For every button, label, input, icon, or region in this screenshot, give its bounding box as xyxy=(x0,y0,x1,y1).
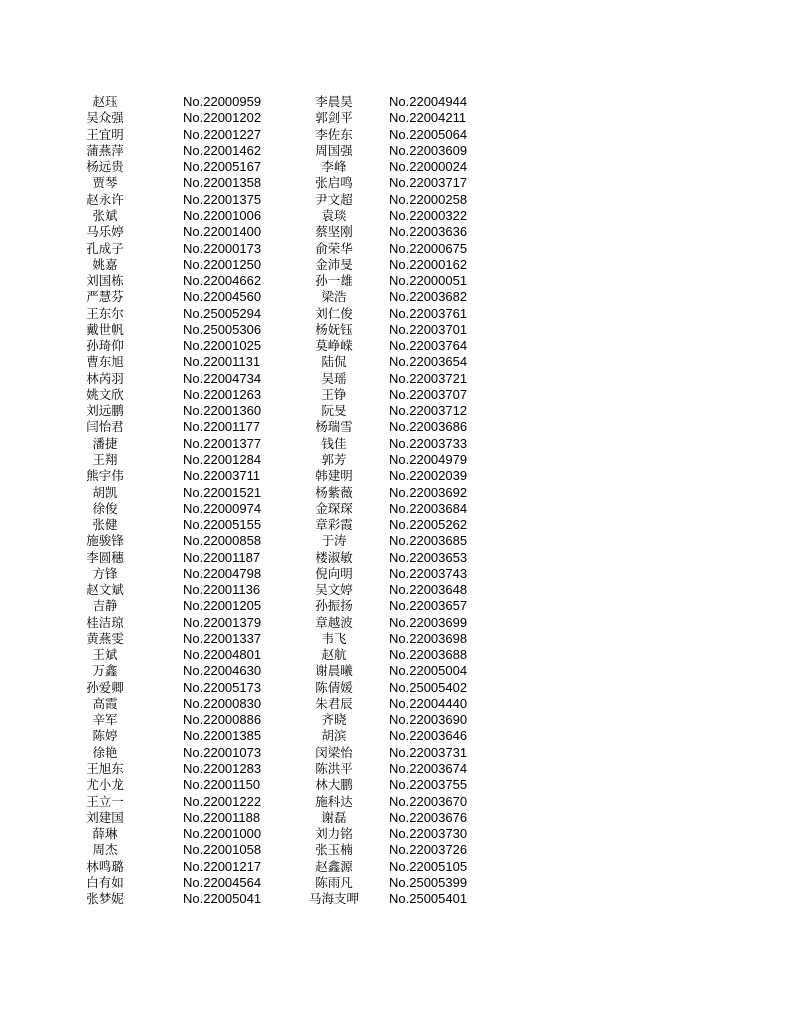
left-number: No.22001131 xyxy=(183,354,261,370)
left-number: No.22001177 xyxy=(183,419,261,435)
right-name: 赵航 xyxy=(321,647,347,663)
left-name: 吴众强 xyxy=(86,110,124,126)
list-row xyxy=(75,745,515,761)
right-number: No.22003688 xyxy=(389,647,468,663)
right-name: 刘力铭 xyxy=(315,826,353,842)
left-name: 林鸣璐 xyxy=(86,858,124,874)
list-row xyxy=(75,159,515,175)
right-name: 袁琰 xyxy=(321,207,347,223)
right-number: No.22003701 xyxy=(389,321,468,337)
list-row xyxy=(75,289,515,305)
list-row xyxy=(75,858,515,874)
right-number: No.25005401 xyxy=(389,891,468,907)
right-number: No.22000024 xyxy=(389,159,468,175)
list-row xyxy=(75,615,515,631)
left-name: 姚文欣 xyxy=(86,386,124,402)
right-number: No.22003707 xyxy=(389,386,468,402)
left-number: No.22005155 xyxy=(183,517,262,533)
right-name: 朱君辰 xyxy=(315,695,353,711)
list-row xyxy=(75,403,515,419)
left-number: No.22004801 xyxy=(183,647,262,663)
left-name: 周杰 xyxy=(92,842,118,858)
list-row xyxy=(75,387,515,403)
right-number: No.22003646 xyxy=(389,728,468,744)
left-name: 赵珏 xyxy=(92,94,118,110)
left-name: 徐艳 xyxy=(92,744,118,760)
left-number: No.25005294 xyxy=(183,305,262,321)
right-number: No.22003653 xyxy=(389,549,468,565)
list-row xyxy=(75,842,515,858)
right-number: No.22003674 xyxy=(389,761,468,777)
list-row xyxy=(75,305,515,321)
right-name: 刘仁俊 xyxy=(315,305,353,321)
right-name: 胡滨 xyxy=(321,728,347,744)
left-number: No.22004734 xyxy=(183,370,262,386)
right-number: No.22003717 xyxy=(389,175,468,191)
right-number: No.25005402 xyxy=(389,679,468,695)
right-name: 于涛 xyxy=(321,533,347,549)
left-number: No.22001222 xyxy=(183,793,262,809)
list-row xyxy=(75,891,515,907)
left-number: No.22001136 xyxy=(183,582,261,598)
right-name: 金琛琛 xyxy=(315,500,353,516)
left-number: No.22001227 xyxy=(183,126,262,142)
left-name: 李圆穗 xyxy=(86,549,124,565)
list-row xyxy=(75,598,515,614)
list-row xyxy=(75,371,515,387)
left-number: No.22001283 xyxy=(183,761,262,777)
list-row xyxy=(75,566,515,582)
left-name: 贾琴 xyxy=(92,175,118,191)
left-number: No.22001250 xyxy=(183,256,262,272)
list-row xyxy=(75,517,515,533)
left-name: 马乐婷 xyxy=(86,224,124,240)
left-name: 王立一 xyxy=(86,793,124,809)
right-number: No.22003670 xyxy=(389,793,468,809)
list-row xyxy=(75,419,515,435)
left-name: 王斌 xyxy=(92,647,118,663)
left-number: No.22000886 xyxy=(183,712,262,728)
left-number: No.22001360 xyxy=(183,403,262,419)
left-number: No.22003711 xyxy=(183,468,261,484)
right-name: 楼淑敏 xyxy=(315,549,353,565)
left-name: 王翔 xyxy=(92,451,118,467)
right-number: No.22005064 xyxy=(389,126,468,142)
left-number: No.22001202 xyxy=(183,110,262,126)
left-name: 白有如 xyxy=(86,874,124,890)
left-name: 桂洁琼 xyxy=(86,614,124,630)
left-number: No.22001263 xyxy=(183,386,262,402)
right-name: 陈雨凡 xyxy=(315,874,353,890)
name-number-list xyxy=(75,94,515,907)
left-name: 闫怡君 xyxy=(86,419,124,435)
right-name: 陈洪平 xyxy=(315,761,353,777)
left-number: No.22005041 xyxy=(183,891,262,907)
left-name: 高霞 xyxy=(92,695,118,711)
left-number: No.22004798 xyxy=(183,565,262,581)
list-row xyxy=(75,94,515,110)
left-number: No.22001462 xyxy=(183,142,262,158)
right-number: No.22004979 xyxy=(389,451,468,467)
left-name: 徐俊 xyxy=(92,500,118,516)
right-name: 韩建明 xyxy=(315,468,353,484)
list-row xyxy=(75,501,515,517)
left-name: 刘建国 xyxy=(86,809,124,825)
left-number: No.22000858 xyxy=(183,533,262,549)
right-number: No.22003684 xyxy=(389,500,468,516)
left-number: No.22000974 xyxy=(183,500,262,516)
list-row xyxy=(75,549,515,565)
left-number: No.22001400 xyxy=(183,224,262,240)
right-number: No.22003648 xyxy=(389,582,468,598)
left-number: No.22001385 xyxy=(183,728,262,744)
right-number: No.22000051 xyxy=(389,273,468,289)
right-number: No.22003685 xyxy=(389,533,468,549)
right-name: 周国强 xyxy=(315,142,353,158)
right-name: 陈倩媛 xyxy=(315,679,353,695)
right-name: 李晨昊 xyxy=(315,94,353,110)
left-name: 杨远贵 xyxy=(86,159,124,175)
right-name: 章越波 xyxy=(315,614,353,630)
left-number: No.22001377 xyxy=(183,435,262,451)
right-number: No.22003699 xyxy=(389,614,468,630)
left-number: No.22001073 xyxy=(183,744,262,760)
left-number: No.22005173 xyxy=(183,679,262,695)
left-number: No.22001284 xyxy=(183,451,262,467)
list-row xyxy=(75,240,515,256)
left-name: 王旭东 xyxy=(86,761,124,777)
left-name: 万鑫 xyxy=(92,663,118,679)
list-row xyxy=(75,712,515,728)
list-row xyxy=(75,436,515,452)
list-row xyxy=(75,192,515,208)
right-name: 钱佳 xyxy=(321,435,347,451)
list-row xyxy=(75,338,515,354)
right-number: No.22003712 xyxy=(389,403,468,419)
list-row xyxy=(75,127,515,143)
left-number: No.22001025 xyxy=(183,338,262,354)
right-number: No.25005399 xyxy=(389,874,468,890)
left-number: No.22001188 xyxy=(183,809,261,825)
right-name: 阮旻 xyxy=(321,403,347,419)
left-name: 严慧芬 xyxy=(86,289,124,305)
list-row xyxy=(75,777,515,793)
left-name: 孔成子 xyxy=(86,240,124,256)
right-name: 杨紫薇 xyxy=(315,484,353,500)
left-name: 黄燕雯 xyxy=(86,630,124,646)
list-row xyxy=(75,761,515,777)
right-number: No.22003743 xyxy=(389,565,468,581)
right-number: No.22003654 xyxy=(389,354,468,370)
right-number: No.22003731 xyxy=(389,744,468,760)
right-name: 莫峥嵘 xyxy=(315,338,353,354)
left-number: No.22001521 xyxy=(183,484,262,500)
right-name: 蔡坚刚 xyxy=(315,224,353,240)
right-name: 孙一雄 xyxy=(315,273,353,289)
list-row xyxy=(75,728,515,744)
right-number: No.22004440 xyxy=(389,695,468,711)
list-row xyxy=(75,322,515,338)
right-number: No.22003690 xyxy=(389,712,468,728)
list-row xyxy=(75,175,515,191)
right-number: No.22003733 xyxy=(389,435,468,451)
left-name: 王东尔 xyxy=(86,305,124,321)
list-row xyxy=(75,826,515,842)
right-number: No.22003761 xyxy=(389,305,468,321)
right-number: No.22005262 xyxy=(389,517,468,533)
right-name: 梁浩 xyxy=(321,289,347,305)
right-name: 张启鸣 xyxy=(315,175,353,191)
left-name: 张健 xyxy=(92,517,118,533)
left-number: No.22001058 xyxy=(183,842,262,858)
left-name: 熊宇伟 xyxy=(86,468,124,484)
right-name: 吴文婷 xyxy=(315,582,353,598)
right-number: No.22003609 xyxy=(389,142,468,158)
right-name: 施科达 xyxy=(315,793,353,809)
left-name: 孙琦仰 xyxy=(86,338,124,354)
right-number: No.22003682 xyxy=(389,289,468,305)
right-number: No.22003636 xyxy=(389,224,468,240)
list-row xyxy=(75,663,515,679)
left-number: No.22001006 xyxy=(183,207,262,223)
list-row xyxy=(75,354,515,370)
left-number: No.22004662 xyxy=(183,273,262,289)
left-name: 孙爱卿 xyxy=(86,679,124,695)
right-number: No.22003764 xyxy=(389,338,468,354)
left-number: No.22001150 xyxy=(183,777,261,793)
right-number: No.22003721 xyxy=(389,370,468,386)
right-name: 郭剑平 xyxy=(315,110,353,126)
right-number: No.22000162 xyxy=(389,256,468,272)
left-number: No.22000959 xyxy=(183,94,262,110)
left-name: 薛琳 xyxy=(92,826,118,842)
right-name: 金沛旻 xyxy=(315,256,353,272)
left-number: No.22001337 xyxy=(183,630,262,646)
list-row xyxy=(75,582,515,598)
left-number: No.25005306 xyxy=(183,321,262,337)
left-name: 赵文斌 xyxy=(86,582,124,598)
right-name: 吴瑶 xyxy=(321,370,347,386)
left-name: 刘国栋 xyxy=(86,273,124,289)
left-number: No.22004564 xyxy=(183,874,262,890)
left-name: 张斌 xyxy=(92,207,118,223)
right-name: 俞荣华 xyxy=(315,240,353,256)
left-name: 刘远鹏 xyxy=(86,403,124,419)
right-name: 李佐东 xyxy=(315,126,353,142)
right-name: 张玉楠 xyxy=(315,842,353,858)
right-number: No.22000322 xyxy=(389,207,468,223)
right-name: 谢磊 xyxy=(321,809,347,825)
list-row xyxy=(75,143,515,159)
list-row xyxy=(75,110,515,126)
right-name: 齐晓 xyxy=(321,712,347,728)
left-name: 方锋 xyxy=(92,565,118,581)
right-number: No.22005004 xyxy=(389,663,468,679)
left-name: 戴世帆 xyxy=(86,321,124,337)
right-name: 李峰 xyxy=(321,159,347,175)
left-number: No.22001187 xyxy=(183,549,261,565)
left-number: No.22000173 xyxy=(183,240,262,256)
right-name: 杨瑞雪 xyxy=(315,419,353,435)
right-number: No.22003755 xyxy=(389,777,468,793)
right-name: 闵梁怡 xyxy=(315,744,353,760)
list-row xyxy=(75,631,515,647)
left-number: No.22001379 xyxy=(183,614,262,630)
right-number: No.22002039 xyxy=(389,468,468,484)
right-number: No.22003730 xyxy=(389,826,468,842)
right-number: No.22003657 xyxy=(389,598,468,614)
right-name: 谢晨曦 xyxy=(315,663,353,679)
left-name: 潘捷 xyxy=(92,435,118,451)
right-name: 杨妩钰 xyxy=(315,321,353,337)
right-number: No.22004211 xyxy=(389,110,467,126)
left-name: 蒲燕萍 xyxy=(86,142,124,158)
left-name: 张梦妮 xyxy=(86,891,124,907)
right-number: No.22003726 xyxy=(389,842,468,858)
right-name: 赵鑫源 xyxy=(315,858,353,874)
left-number: No.22001358 xyxy=(183,175,262,191)
left-number: No.22004630 xyxy=(183,663,262,679)
left-number: No.22001217 xyxy=(183,858,262,874)
left-name: 胡凯 xyxy=(92,484,118,500)
right-number: No.22003698 xyxy=(389,630,468,646)
right-name: 韦飞 xyxy=(321,630,347,646)
left-name: 曹东旭 xyxy=(86,354,124,370)
list-row xyxy=(75,468,515,484)
right-name: 郭芳 xyxy=(321,451,347,467)
right-name: 孙振扬 xyxy=(315,598,353,614)
left-name: 陈婷 xyxy=(92,728,118,744)
left-name: 王宜明 xyxy=(86,126,124,142)
left-name: 赵永许 xyxy=(86,191,124,207)
list-row xyxy=(75,533,515,549)
left-number: No.22004560 xyxy=(183,289,262,305)
right-name: 倪向明 xyxy=(315,565,353,581)
left-number: No.22005167 xyxy=(183,159,262,175)
right-number: No.22000675 xyxy=(389,240,468,256)
list-row xyxy=(75,647,515,663)
right-number: No.22000258 xyxy=(389,191,468,207)
left-name: 施骏锋 xyxy=(86,533,124,549)
left-number: No.22001375 xyxy=(183,191,262,207)
right-name: 尹文超 xyxy=(315,191,353,207)
right-number: No.22005105 xyxy=(389,858,468,874)
right-name: 马海支呷 xyxy=(308,891,359,907)
right-number: No.22003692 xyxy=(389,484,468,500)
right-name: 林大鹏 xyxy=(315,777,353,793)
right-name: 陆侃 xyxy=(321,354,347,370)
list-row xyxy=(75,452,515,468)
right-number: No.22004944 xyxy=(389,94,468,110)
list-row xyxy=(75,273,515,289)
left-name: 姚嘉 xyxy=(92,256,118,272)
list-row xyxy=(75,696,515,712)
right-number: No.22003686 xyxy=(389,419,468,435)
left-name: 尤小龙 xyxy=(86,777,124,793)
list-row xyxy=(75,875,515,891)
left-name: 吉静 xyxy=(92,598,118,614)
list-row xyxy=(75,224,515,240)
left-name: 林芮羽 xyxy=(86,370,124,386)
list-row xyxy=(75,810,515,826)
list-row xyxy=(75,680,515,696)
left-name: 辛军 xyxy=(92,712,118,728)
left-number: No.22000830 xyxy=(183,695,262,711)
right-name: 王铮 xyxy=(321,386,347,402)
left-number: No.22001205 xyxy=(183,598,262,614)
list-row xyxy=(75,257,515,273)
list-row xyxy=(75,793,515,809)
left-number: No.22001000 xyxy=(183,826,262,842)
right-name: 章彩霞 xyxy=(315,517,353,533)
right-number: No.22003676 xyxy=(389,809,468,825)
list-row xyxy=(75,208,515,224)
list-row xyxy=(75,484,515,500)
